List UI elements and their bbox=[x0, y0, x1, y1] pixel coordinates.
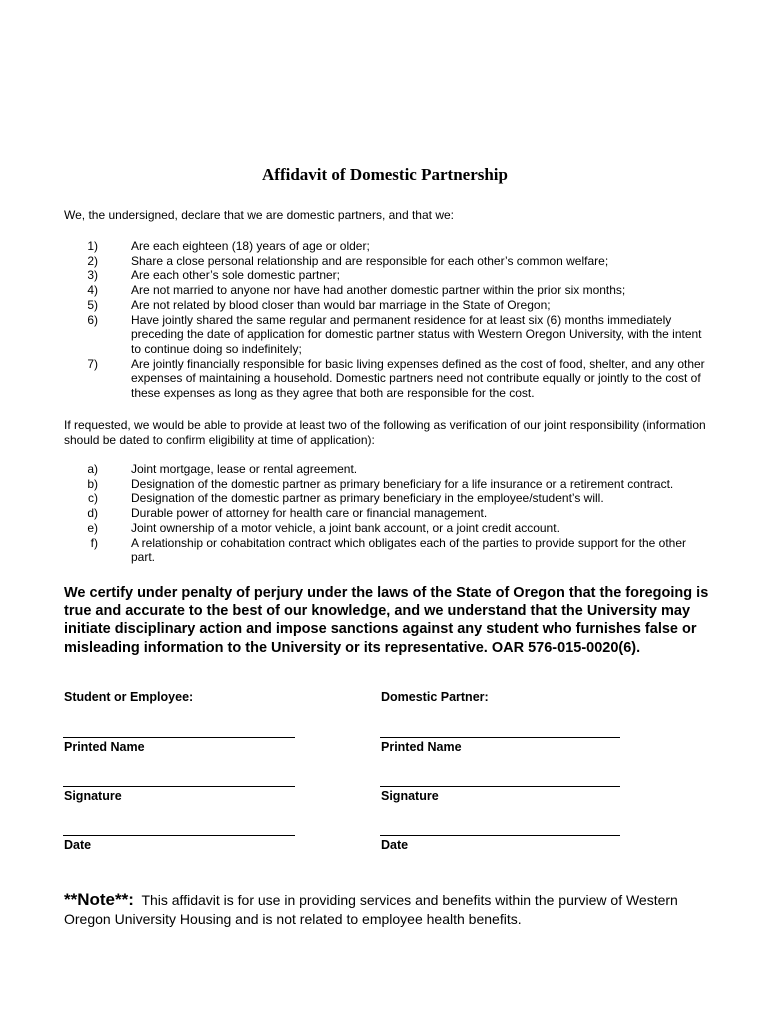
list-item-letter: a) bbox=[87, 462, 98, 476]
certification-statement: We certify under penalty of perjury under the laws of the State of Oregon that the foregoing is true and accurate to the best of our knowledge, and we understand that the University may initiate disciplinary action and impose sanctions against any student who furnishes false or misleading information to the University or its representative. OAR 576-015-0020(6). bbox=[64, 585, 709, 656]
partner-date-line[interactable] bbox=[380, 835, 620, 836]
student-date-line[interactable] bbox=[63, 835, 295, 836]
list-item-text: Designation of the domestic partner as primary beneficiary for a life insurance or a retirement contract. bbox=[131, 476, 674, 491]
list-item-letter: f) bbox=[90, 535, 98, 550]
partner-signature-label: Signature bbox=[381, 789, 439, 803]
list-item bbox=[64, 491, 714, 506]
list-item-number: 4) bbox=[87, 283, 98, 298]
domestic-partner-heading: Domestic Partner: bbox=[381, 690, 489, 704]
list-item bbox=[64, 536, 714, 565]
list-item-text: Are each eighteen (18) years of age or older; bbox=[131, 239, 370, 253]
list-item bbox=[64, 357, 714, 401]
note-text: This affidavit is for use in providing services and benefits within the purview of Western Oregon University Housing and is not related to employee health benefits. bbox=[64, 892, 678, 927]
list-item-letter: c) bbox=[88, 491, 98, 506]
student-signature-line[interactable] bbox=[63, 786, 295, 787]
list-item bbox=[64, 254, 714, 269]
partner-printed-name-label: Printed Name bbox=[381, 740, 462, 754]
note-paragraph bbox=[64, 890, 724, 929]
list-item-text: Are jointly financially responsible for basic living expenses defined as the cost of food, shelter, and any other expenses of maintaining a household. Domestic partners need not contribute equally or jointly to the cost of these expenses as long as they agree that both are responsible for the cost. bbox=[131, 356, 705, 401]
list-item-text: Are not related by blood closer than would bar marriage in the State of Oregon; bbox=[131, 297, 551, 312]
student-printed-name-label: Printed Name bbox=[64, 740, 145, 754]
list-item-number: 7) bbox=[87, 356, 98, 371]
note-lead: **Note**: bbox=[64, 890, 134, 909]
intro-text: We, the undersigned, declare that we are domestic partners, and that we: bbox=[64, 208, 454, 222]
list-item-number: 6) bbox=[87, 312, 98, 327]
list-item-number: 3) bbox=[87, 268, 98, 283]
list-item bbox=[64, 298, 714, 313]
list-item-number: 1) bbox=[87, 239, 98, 253]
list-item bbox=[64, 268, 714, 283]
list-item-text: Designation of the domestic partner as primary beneficiary in the employee/student’s will. bbox=[131, 491, 604, 506]
declarations-list bbox=[64, 239, 714, 401]
list-item-text: Joint ownership of a motor vehicle, a joint bank account, or a joint credit account. bbox=[131, 520, 560, 535]
verification-list bbox=[64, 462, 714, 565]
verification-intro: If requested, we would be able to provide at least two of the following as verification of our joint responsibility (information should be dated to confirm eligibility at time of application): bbox=[64, 418, 706, 447]
list-item-text: Joint mortgage, lease or rental agreement. bbox=[131, 462, 358, 476]
student-date-label: Date bbox=[64, 838, 92, 852]
document-title: Affidavit of Domestic Partnership bbox=[262, 165, 508, 184]
list-item bbox=[64, 283, 714, 298]
list-item-text: Share a close personal relationship and are responsible for each other’s common welfare; bbox=[131, 253, 609, 268]
list-item-text: Have jointly shared the same regular and permanent residence for at least six (6) months immediately preceding the date of application for domestic partner status with Western Oregon University, with the intent to continue doing so indefinitely; bbox=[131, 312, 702, 356]
partner-printed-name-line[interactable] bbox=[380, 737, 620, 738]
list-item bbox=[64, 239, 714, 254]
student-printed-name-line[interactable] bbox=[63, 737, 295, 738]
list-item-number: 2) bbox=[87, 253, 98, 268]
student-employee-heading: Student or Employee: bbox=[64, 690, 194, 704]
list-item-text: Durable power of attorney for health care or financial management. bbox=[131, 506, 488, 521]
student-signature-label: Signature bbox=[64, 789, 122, 803]
list-item-text: Are each other’s sole domestic partner; bbox=[131, 268, 340, 283]
partner-date-label: Date bbox=[381, 838, 409, 852]
list-item-letter: b) bbox=[87, 476, 98, 491]
list-item-letter: e) bbox=[87, 520, 98, 535]
list-item bbox=[64, 477, 714, 492]
list-item-text: Are not married to anyone nor have had another domestic partner within the prior six months; bbox=[131, 283, 626, 298]
list-item bbox=[64, 313, 714, 357]
partner-signature-line[interactable] bbox=[380, 786, 620, 787]
list-item-text: A relationship or cohabitation contract which obligates each of the parties to provide support for the other part. bbox=[131, 535, 686, 565]
list-item-number: 5) bbox=[87, 297, 98, 312]
list-item bbox=[64, 462, 714, 477]
list-item bbox=[64, 506, 714, 521]
list-item bbox=[64, 521, 714, 536]
list-item-letter: d) bbox=[87, 506, 98, 521]
